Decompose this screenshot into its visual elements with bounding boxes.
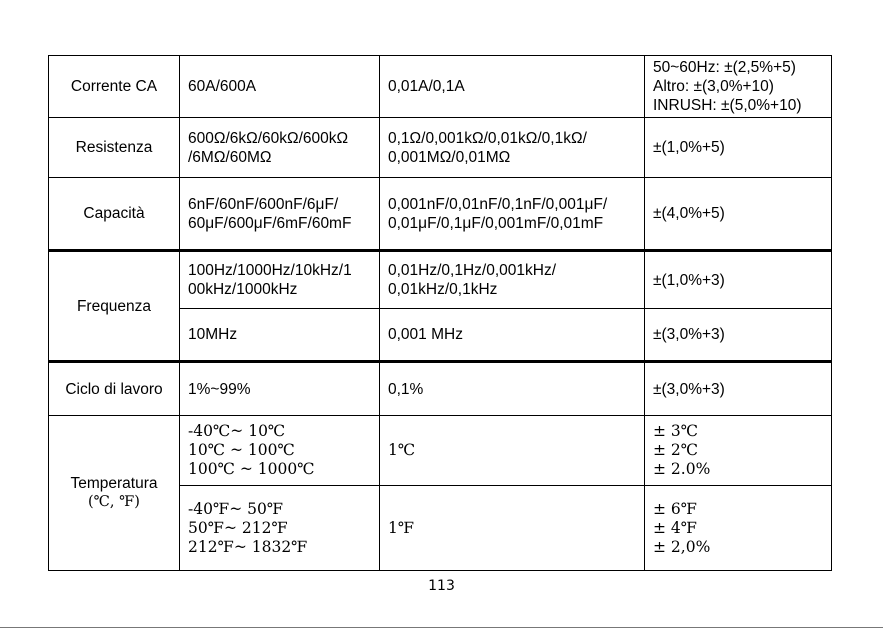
accuracy-line: 50~60Hz: ±(2,5%+5) xyxy=(653,59,796,76)
table-row xyxy=(49,362,832,416)
function-name: Ciclo di lavoro xyxy=(49,362,180,416)
accuracy-cell: ±(1,0%+3) xyxy=(645,251,832,309)
table-row xyxy=(49,56,832,118)
resolution-cell xyxy=(380,251,645,309)
range-line: 10℃ ~ 100℃ xyxy=(188,441,295,459)
range-cell xyxy=(180,118,380,178)
range-cell: 1%~99% xyxy=(180,362,380,416)
resolution-cell: 0,01A/0,1A xyxy=(380,56,645,118)
range-line: 00kHz/1000kHz xyxy=(188,281,298,298)
temperature-units: (℃, ℉) xyxy=(88,494,140,510)
range-cell: 60A/600A xyxy=(180,56,380,118)
resolution-cell: 0,1% xyxy=(380,362,645,416)
table-row xyxy=(49,118,832,178)
function-name: Resistenza xyxy=(49,118,180,178)
accuracy-cell: ±(3,0%+3) xyxy=(645,362,832,416)
range-line: 100Hz/1000Hz/10kHz/1 xyxy=(188,262,352,279)
accuracy-line: ± 4℉ xyxy=(653,518,698,537)
table-row xyxy=(49,251,832,309)
page-number: 113 xyxy=(428,578,455,594)
table-row xyxy=(49,416,832,486)
accuracy-line: ± 3℃ xyxy=(653,422,699,440)
resolution-cell xyxy=(380,118,645,178)
accuracy-cell: ±(1,0%+5) xyxy=(645,118,832,178)
function-name: Capacità xyxy=(49,178,180,251)
range-cell xyxy=(180,251,380,309)
function-name xyxy=(49,416,180,571)
specifications-table xyxy=(48,55,832,571)
resolution-line: 0,001nF/0,01nF/0,1nF/0,001μF/ xyxy=(388,195,608,213)
accuracy-cell: ±(3,0%+3) xyxy=(645,309,832,362)
accuracy-cell xyxy=(645,416,832,486)
resolution-cell: 1℃ xyxy=(380,416,645,486)
accuracy-line: ± 2,0% xyxy=(653,537,711,556)
range-cell xyxy=(180,416,380,486)
resolution-cell: 1℉ xyxy=(380,486,645,571)
range-line: 50℉~ 212℉ xyxy=(188,518,288,537)
function-name: Frequenza xyxy=(49,251,180,362)
range-line: 100℃ ~ 1000℃ xyxy=(188,460,315,478)
range-cell xyxy=(180,486,380,571)
resolution-line: 0,01μF/0,1μF/0,001mF/0,01mF xyxy=(388,214,604,232)
accuracy-line: ± 2.0% xyxy=(653,460,711,478)
resolution-cell: 0,001 MHz xyxy=(380,309,645,362)
accuracy-line: INRUSH: ±(5,0%+10) xyxy=(653,97,802,114)
resolution-line: 0,01kHz/0,1kHz xyxy=(388,281,498,298)
range-cell: 10MHz xyxy=(180,309,380,362)
resolution-line: 0,01Hz/0,1Hz/0,001kHz/ xyxy=(388,262,557,279)
accuracy-cell xyxy=(645,486,832,571)
page-bottom-divider xyxy=(0,627,883,628)
range-line: /6MΩ/60MΩ xyxy=(188,148,272,166)
range-line: -40℃~ 10℃ xyxy=(188,422,286,440)
range-line: 600Ω/6kΩ/60kΩ/600kΩ xyxy=(188,129,349,147)
table-row xyxy=(49,178,832,251)
range-line: 212℉~ 1832℉ xyxy=(188,537,308,556)
accuracy-line: ± 2℃ xyxy=(653,441,699,459)
resolution-line: 0,1Ω/0,001kΩ/0,01kΩ/0,1kΩ/ xyxy=(388,129,587,147)
accuracy-line: Altro: ±(3,0%+10) xyxy=(653,78,774,95)
range-line: 60μF/600μF/6mF/60mF xyxy=(188,214,352,232)
function-name-line: Temperatura xyxy=(70,475,158,492)
function-name: Corrente CA xyxy=(49,56,180,118)
resolution-line: 0,001MΩ/0,01MΩ xyxy=(388,148,511,166)
range-line: -40℉~ 50℉ xyxy=(188,499,284,518)
accuracy-line: ± 6℉ xyxy=(653,499,698,518)
resolution-cell xyxy=(380,178,645,251)
accuracy-cell: ±(4,0%+5) xyxy=(645,178,832,251)
range-line: 6nF/60nF/600nF/6μF/ xyxy=(188,195,339,213)
accuracy-cell xyxy=(645,56,832,118)
range-cell xyxy=(180,178,380,251)
